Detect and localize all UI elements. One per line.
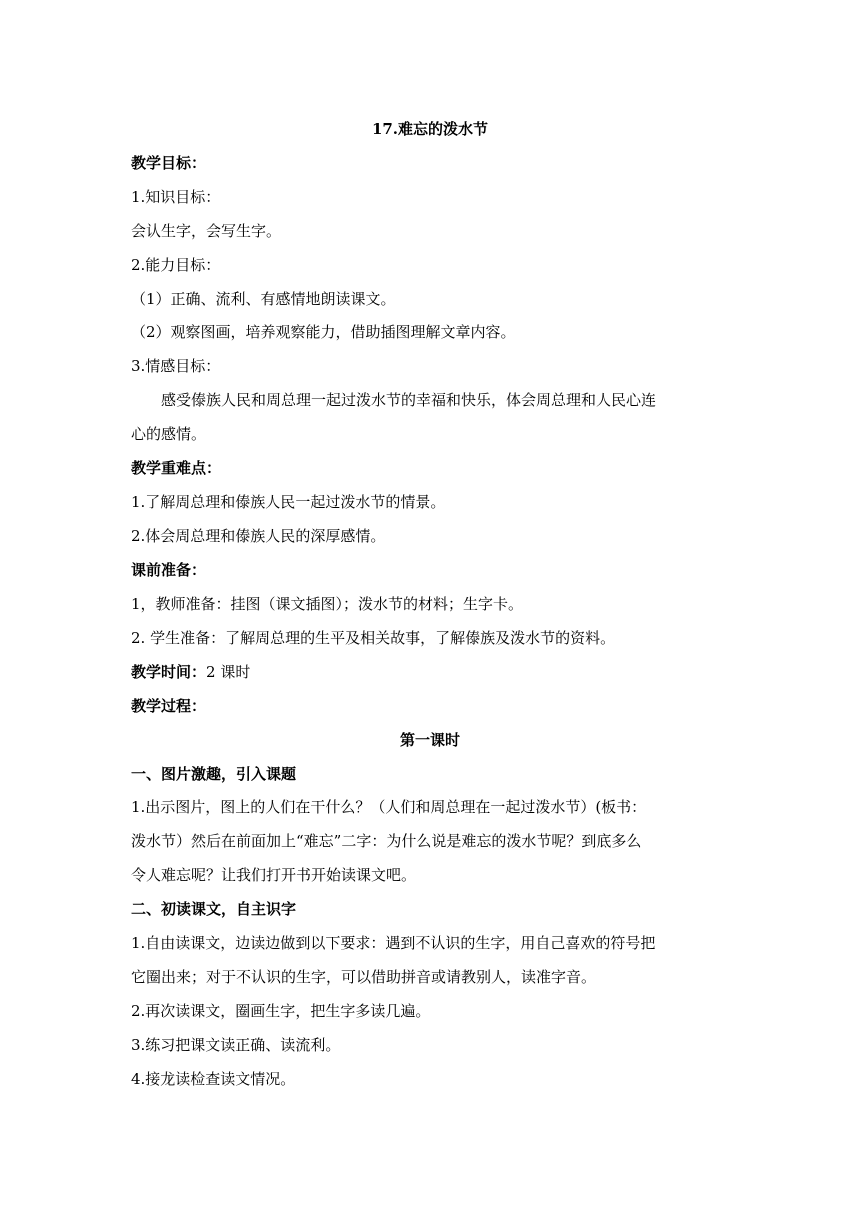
process-heading: 教学过程：: [131, 697, 207, 715]
lesson1-title: 第一课时: [399, 731, 460, 749]
part1-line2: 泼水节）然后在前面加上“难忘”二字：为什么说是难忘的泼水节呢？到底多么: [131, 832, 642, 850]
goal3-text-line1: 感受傣族人民和周总理一起过泼水节的幸福和快乐，体会周总理和人民心连: [161, 391, 657, 409]
teaching-time-value: 2 课时: [206, 663, 251, 681]
part2-item3: 3.练习把课文读正确、读流利。: [131, 1036, 341, 1054]
keypoint2: 2.体会周总理和傣族人民的深厚感情。: [131, 527, 386, 545]
part2-item2: 2.再次读课文，圈画生字，把生字多读几遍。: [131, 1002, 431, 1020]
prep-student: 2. 学生准备：了解周总理的生平及相关故事，了解傣族及泼水节的资料。: [131, 629, 616, 647]
goal2-item1: （1）正确、流利、有感情地朗读课文。: [131, 290, 396, 308]
part2-heading: 二、初读课文，自主识字: [131, 900, 297, 918]
keypoint1: 1.了解周总理和傣族人民一起过泼水节的情景。: [131, 493, 446, 511]
part2-item1-line2: 它圈出来；对于不认识的生字，可以借助拼音或请教别人，读准字音。: [131, 968, 597, 986]
goal1-text: 会认生字，会写生字。: [131, 222, 282, 240]
goal1-label: 1.知识目标：: [131, 188, 221, 206]
goals-heading: 教学目标：: [131, 154, 207, 172]
document-title: 17.难忘的泼水节: [371, 120, 489, 138]
part1-heading: 一、图片激趣，引入课题: [131, 765, 297, 783]
part2-item4: 4.接龙读检查读文情况。: [131, 1070, 296, 1088]
prep-teacher: 1，教师准备：挂图（课文插图）；泼水节的材料；生字卡。: [131, 595, 524, 613]
goal3-text-line2: 心的感情。: [131, 425, 207, 443]
part2-item1-line1: 1.自由读课文，边读边做到以下要求：遇到不认识的生字，用自己喜欢的符号把: [131, 934, 656, 952]
goal2-item2: （2）观察图画，培养观察能力，借助插图理解文章内容。: [131, 323, 516, 341]
keypoints-heading: 教学重难点：: [131, 459, 222, 477]
goal2-label: 2.能力目标：: [131, 256, 221, 274]
teaching-time: [131, 662, 250, 682]
part1-line1: 1.出示图片，图上的人们在干什么？（人们和周总理在一起过泼水节）(板书：: [131, 798, 647, 816]
goal3-label: 3.情感目标：: [131, 357, 221, 375]
teaching-time-label: 教学时间：: [131, 663, 207, 681]
part1-line3: 令人难忘呢？让我们打开书开始读课文吧。: [131, 866, 417, 884]
prep-heading: 课前准备：: [131, 561, 207, 579]
